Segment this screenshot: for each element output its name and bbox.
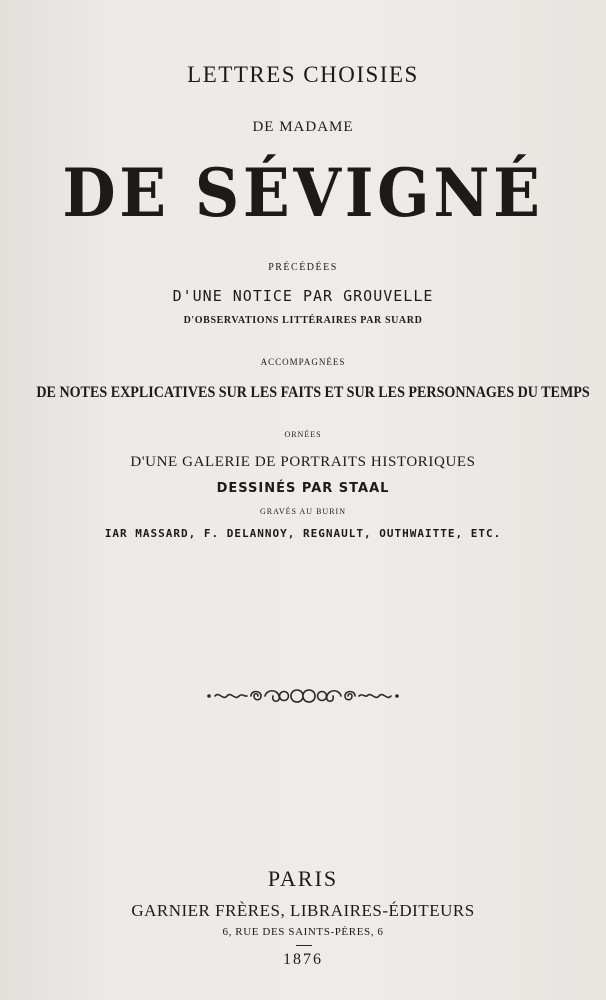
- imprint-publisher: GARNIER FRÈRES, LIBRAIRES-ÉDITEURS: [131, 901, 475, 920]
- author-name: DE SÉVIGNÉ: [62, 154, 544, 232]
- imprint-city: PARIS: [267, 866, 339, 891]
- accompagnees-label: ACCOMPAGNÉES: [260, 357, 346, 367]
- galerie-line: D'UNE GALERIE DE PORTRAITS HISTORIQUES: [130, 454, 476, 470]
- graves-label: GRAVÉS AU BURIN: [260, 507, 346, 516]
- imprint-address: 6, RUE DES SAINTS-PÈRES, 6: [222, 926, 384, 938]
- notice-line: D'UNE NOTICE PAR GROUVELLE: [172, 287, 434, 305]
- scroll-flourish-icon: [205, 683, 401, 709]
- engravers-line: IAR MASSARD, F. DELANNOY, REGNAULT, OUTHWAITTE, ETC.: [104, 527, 502, 540]
- imprint-divider: [296, 945, 312, 946]
- observations-line: D'OBSERVATIONS LITTÉRAIRES PAR SUARD: [183, 315, 423, 326]
- dessines-line: DESSINÉS PAR STAAL: [216, 481, 390, 496]
- notes-line: DE NOTES EXPLICATIVES SUR LES FAITS ET SUR LES PERSONNAGES DU TEMPS: [36, 384, 590, 401]
- ornees-label: ORNÉES: [284, 430, 322, 439]
- title-line-1: LETTRES CHOISIES: [187, 62, 419, 87]
- title-line-2: DE MADAME: [252, 119, 354, 135]
- imprint-year: 1876: [283, 951, 323, 968]
- precedees-label: PRÉCÉDÉES: [268, 262, 338, 273]
